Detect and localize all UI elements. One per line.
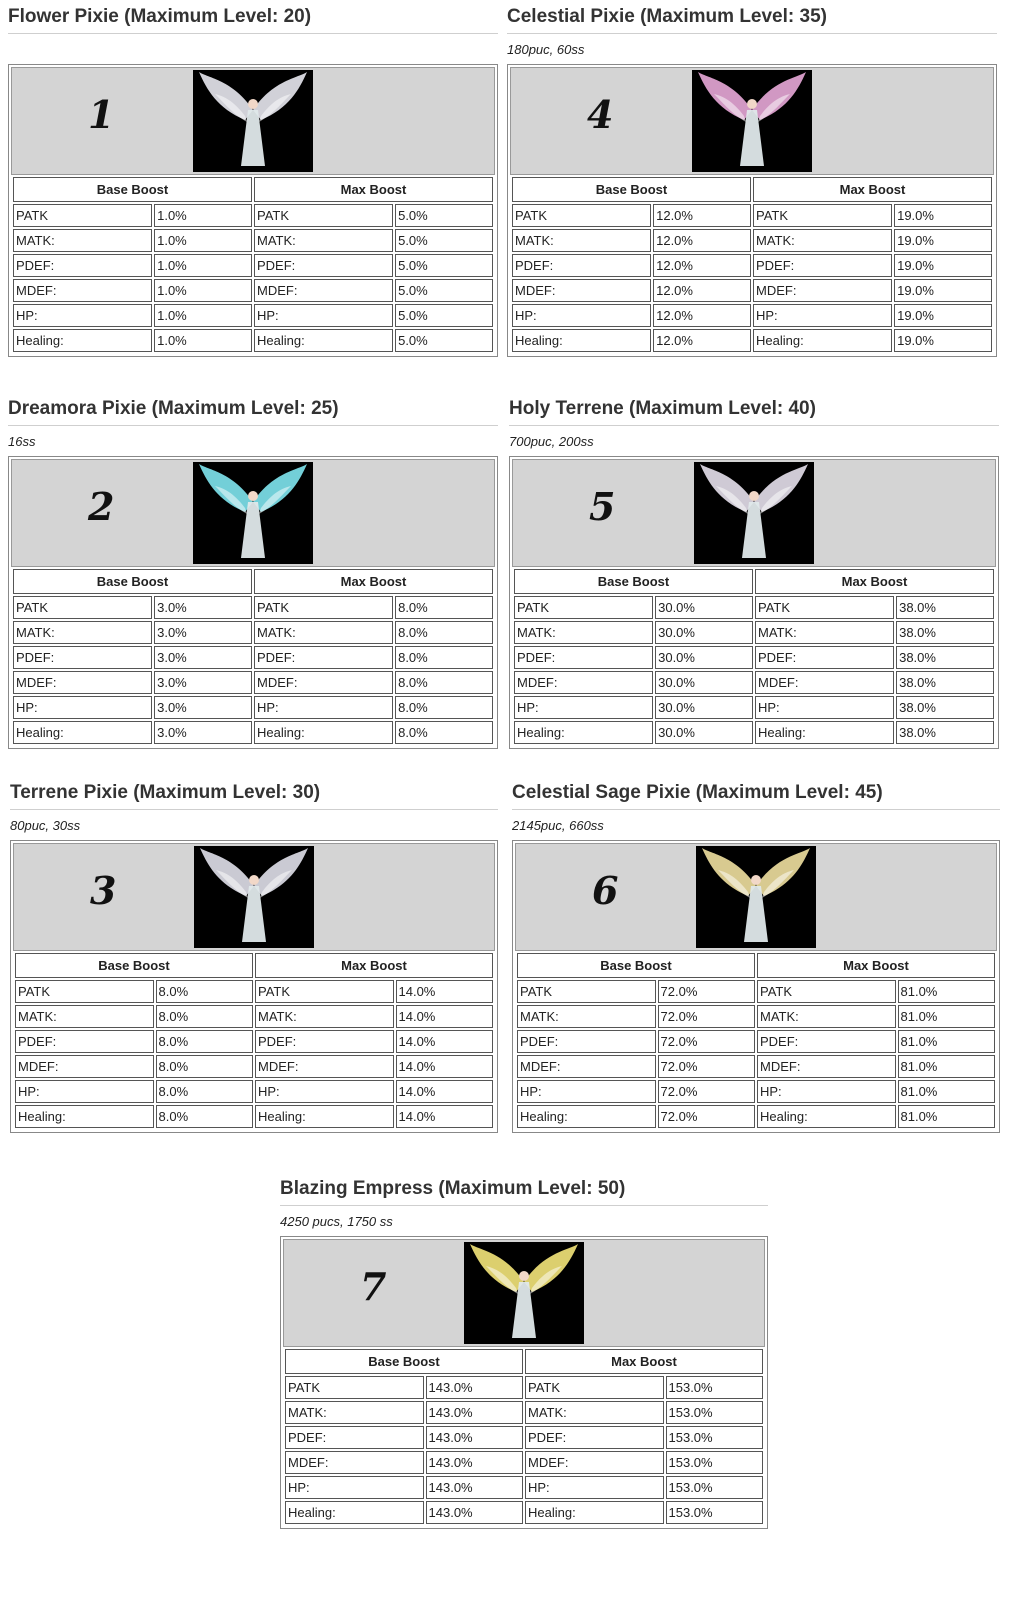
- stat-label: Healing:: [13, 721, 152, 744]
- boost-header-row: [517, 953, 995, 978]
- stat-row: [13, 671, 493, 694]
- stat-label: Healing:: [254, 329, 393, 352]
- base-boost-value: 143.0%: [426, 1376, 523, 1399]
- winged-pixie-icon: [464, 1242, 584, 1344]
- stat-row: [514, 621, 994, 644]
- stat-label: Healing:: [15, 1105, 154, 1128]
- stat-row: [517, 1080, 995, 1103]
- pixie-number: 3: [90, 868, 117, 913]
- winged-pixie-icon: [696, 846, 816, 948]
- stat-label: PDEF:: [254, 646, 393, 669]
- stat-label: Healing:: [757, 1105, 896, 1128]
- stat-label: MDEF:: [512, 279, 651, 302]
- max-boost-value: 81.0%: [898, 1080, 996, 1103]
- pixie-figure-image: [464, 1242, 584, 1344]
- pixie-cost: 700puc, 200ss: [509, 434, 594, 449]
- stat-label: Healing:: [13, 329, 152, 352]
- max-boost-value: 8.0%: [395, 621, 493, 644]
- base-boost-value: 3.0%: [154, 696, 252, 719]
- stat-row: [15, 1105, 493, 1128]
- stat-label: PATK: [757, 980, 896, 1003]
- max-boost-value: 14.0%: [396, 1030, 494, 1053]
- base-boost-value: 8.0%: [156, 1005, 253, 1028]
- max-boost-header: Max Boost: [757, 953, 995, 978]
- stat-row: [517, 1055, 995, 1078]
- stat-row: [15, 1055, 493, 1078]
- stat-label: HP:: [514, 696, 653, 719]
- stat-label: PDEF:: [512, 254, 651, 277]
- boost-table: [13, 951, 495, 1130]
- stat-label: HP:: [285, 1476, 424, 1499]
- max-boost-value: 14.0%: [396, 1080, 494, 1103]
- pixie-stat-box: [509, 456, 999, 749]
- stat-label: PATK: [753, 204, 892, 227]
- max-boost-value: 38.0%: [896, 596, 994, 619]
- base-boost-header: Base Boost: [514, 569, 753, 594]
- max-boost-value: 81.0%: [898, 1105, 996, 1128]
- stat-label: MDEF:: [13, 671, 152, 694]
- pixie-title: Celestial Sage Pixie (Maximum Level: 45): [512, 782, 1000, 810]
- stat-label: MATK:: [15, 1005, 154, 1028]
- max-boost-value: 5.0%: [395, 329, 493, 352]
- stat-label: Healing:: [755, 721, 894, 744]
- stat-row: [285, 1401, 763, 1424]
- base-boost-value: 72.0%: [658, 980, 755, 1003]
- base-boost-header: Base Boost: [13, 177, 252, 202]
- max-boost-value: 19.0%: [894, 254, 992, 277]
- base-boost-value: 12.0%: [653, 204, 751, 227]
- pixie-image-panel: [11, 459, 495, 567]
- base-boost-value: 8.0%: [156, 980, 253, 1003]
- base-boost-value: 3.0%: [154, 596, 252, 619]
- pixie-figure-image: [193, 70, 313, 172]
- stat-label: HP:: [525, 1476, 664, 1499]
- stat-label: PATK: [254, 204, 393, 227]
- base-boost-value: 143.0%: [426, 1501, 523, 1524]
- pixie-card: [8, 6, 498, 357]
- pixie-stat-box: [507, 64, 997, 357]
- max-boost-value: 19.0%: [894, 204, 992, 227]
- pixie-card: [507, 6, 997, 357]
- stat-label: Healing:: [512, 329, 651, 352]
- pixie-title: Holy Terrene (Maximum Level: 40): [509, 398, 999, 426]
- stat-label: HP:: [255, 1080, 394, 1103]
- stat-label: Healing:: [514, 721, 653, 744]
- pixie-title: Celestial Pixie (Maximum Level: 35): [507, 6, 997, 34]
- stat-row: [13, 254, 493, 277]
- stat-row: [285, 1451, 763, 1474]
- stat-label: HP:: [757, 1080, 896, 1103]
- base-boost-value: 30.0%: [655, 621, 753, 644]
- stat-label: MATK:: [512, 229, 651, 252]
- boost-header-row: [285, 1349, 763, 1374]
- stat-label: MATK:: [285, 1401, 424, 1424]
- max-boost-header: Max Boost: [755, 569, 994, 594]
- stat-row: [13, 204, 493, 227]
- max-boost-value: 8.0%: [395, 671, 493, 694]
- stat-row: [514, 721, 994, 744]
- stat-row: [517, 1105, 995, 1128]
- stat-label: HP:: [512, 304, 651, 327]
- stat-label: PDEF:: [517, 1030, 656, 1053]
- pixie-number: 2: [88, 484, 115, 529]
- stat-label: MATK:: [755, 621, 894, 644]
- pixie-image-panel: [11, 67, 495, 175]
- pixie-title: Terrene Pixie (Maximum Level: 30): [10, 782, 498, 810]
- max-boost-value: 8.0%: [395, 696, 493, 719]
- pixie-stat-box: [8, 64, 498, 357]
- base-boost-value: 3.0%: [154, 646, 252, 669]
- stat-row: [514, 671, 994, 694]
- stat-label: PDEF:: [13, 646, 152, 669]
- pixie-cost: 16ss: [8, 434, 36, 449]
- base-boost-value: 143.0%: [426, 1476, 523, 1499]
- stat-row: [13, 696, 493, 719]
- stat-label: Healing:: [525, 1501, 664, 1524]
- max-boost-value: 153.0%: [666, 1426, 764, 1449]
- base-boost-value: 143.0%: [426, 1426, 523, 1449]
- pixie-card: [512, 782, 1000, 1133]
- max-boost-value: 19.0%: [894, 329, 992, 352]
- base-boost-value: 72.0%: [658, 1105, 755, 1128]
- stat-row: [512, 329, 992, 352]
- base-boost-value: 1.0%: [154, 329, 252, 352]
- stat-label: MDEF:: [254, 279, 393, 302]
- boost-table: [512, 567, 996, 746]
- stat-label: MATK:: [525, 1401, 664, 1424]
- stat-row: [15, 980, 493, 1003]
- max-boost-value: 5.0%: [395, 279, 493, 302]
- stat-label: MDEF:: [255, 1055, 394, 1078]
- boost-header-row: [13, 177, 493, 202]
- pixie-stat-box: [512, 840, 1000, 1133]
- base-boost-value: 3.0%: [154, 621, 252, 644]
- max-boost-value: 8.0%: [395, 596, 493, 619]
- stat-label: MDEF:: [757, 1055, 896, 1078]
- max-boost-value: 153.0%: [666, 1376, 764, 1399]
- base-boost-header: Base Boost: [285, 1349, 523, 1374]
- base-boost-value: 8.0%: [156, 1030, 253, 1053]
- stat-row: [514, 696, 994, 719]
- stat-label: PDEF:: [757, 1030, 896, 1053]
- base-boost-value: 30.0%: [655, 721, 753, 744]
- max-boost-value: 153.0%: [666, 1401, 764, 1424]
- pixie-card: [280, 1178, 768, 1529]
- max-boost-header: Max Boost: [254, 177, 493, 202]
- max-boost-header: Max Boost: [255, 953, 493, 978]
- boost-header-row: [512, 177, 992, 202]
- pixie-cost: 80puc, 30ss: [10, 818, 81, 833]
- max-boost-value: 19.0%: [894, 229, 992, 252]
- base-boost-value: 1.0%: [154, 304, 252, 327]
- pixie-title: Blazing Empress (Maximum Level: 50): [280, 1178, 768, 1206]
- stat-label: PDEF:: [755, 646, 894, 669]
- stat-label: MDEF:: [285, 1451, 424, 1474]
- stat-label: Healing:: [285, 1501, 424, 1524]
- stat-label: Healing:: [753, 329, 892, 352]
- base-boost-header: Base Boost: [13, 569, 252, 594]
- base-boost-value: 72.0%: [658, 1030, 755, 1053]
- base-boost-value: 1.0%: [154, 204, 252, 227]
- stat-label: PDEF:: [753, 254, 892, 277]
- stat-label: MATK:: [254, 621, 393, 644]
- max-boost-value: 14.0%: [396, 1055, 494, 1078]
- boost-header-row: [15, 953, 493, 978]
- stat-row: [517, 1005, 995, 1028]
- max-boost-value: 19.0%: [894, 279, 992, 302]
- max-boost-header: Max Boost: [753, 177, 992, 202]
- base-boost-value: 8.0%: [156, 1080, 253, 1103]
- stat-label: MATK:: [757, 1005, 896, 1028]
- stat-row: [512, 204, 992, 227]
- stat-label: MDEF:: [514, 671, 653, 694]
- stat-row: [15, 1080, 493, 1103]
- stat-label: PATK: [13, 596, 152, 619]
- max-boost-value: 5.0%: [395, 204, 493, 227]
- stat-row: [517, 980, 995, 1003]
- stat-label: PATK: [525, 1376, 664, 1399]
- stat-label: MDEF:: [15, 1055, 154, 1078]
- stat-label: PATK: [517, 980, 656, 1003]
- stat-label: PDEF:: [254, 254, 393, 277]
- winged-pixie-icon: [194, 846, 314, 948]
- base-boost-value: 12.0%: [653, 329, 751, 352]
- max-boost-value: 38.0%: [896, 721, 994, 744]
- base-boost-value: 72.0%: [658, 1080, 755, 1103]
- base-boost-value: 1.0%: [154, 279, 252, 302]
- stat-label: MDEF:: [753, 279, 892, 302]
- base-boost-value: 12.0%: [653, 304, 751, 327]
- boost-table: [11, 567, 495, 746]
- pixie-image-panel: [512, 459, 996, 567]
- pixie-stat-box: [280, 1236, 768, 1529]
- boost-table: [11, 175, 495, 354]
- stat-label: Healing:: [517, 1105, 656, 1128]
- max-boost-value: 14.0%: [396, 1105, 494, 1128]
- max-boost-value: 38.0%: [896, 621, 994, 644]
- pixie-title: Flower Pixie (Maximum Level: 20): [8, 6, 498, 34]
- stat-row: [13, 596, 493, 619]
- stat-label: HP:: [15, 1080, 154, 1103]
- stat-row: [13, 279, 493, 302]
- stat-label: PDEF:: [13, 254, 152, 277]
- pixie-cost: 180puc, 60ss: [507, 42, 585, 57]
- stat-row: [15, 1005, 493, 1028]
- stat-row: [285, 1476, 763, 1499]
- base-boost-value: 1.0%: [154, 254, 252, 277]
- max-boost-header: Max Boost: [254, 569, 493, 594]
- stat-label: HP:: [254, 696, 393, 719]
- stat-label: HP:: [13, 696, 152, 719]
- max-boost-value: 38.0%: [896, 646, 994, 669]
- stat-label: PATK: [15, 980, 154, 1003]
- boost-header-row: [13, 569, 493, 594]
- max-boost-value: 153.0%: [666, 1476, 764, 1499]
- stat-row: [514, 646, 994, 669]
- boost-table: [515, 951, 997, 1130]
- stat-row: [514, 596, 994, 619]
- base-boost-value: 12.0%: [653, 254, 751, 277]
- base-boost-value: 72.0%: [658, 1055, 755, 1078]
- winged-pixie-icon: [193, 462, 313, 564]
- max-boost-value: 14.0%: [396, 1005, 494, 1028]
- winged-pixie-icon: [694, 462, 814, 564]
- base-boost-header: Base Boost: [517, 953, 755, 978]
- base-boost-value: 30.0%: [655, 671, 753, 694]
- stat-label: MATK:: [255, 1005, 394, 1028]
- stat-label: PATK: [255, 980, 394, 1003]
- max-boost-value: 38.0%: [896, 671, 994, 694]
- pixie-number: 4: [587, 92, 614, 137]
- pixie-image-panel: [283, 1239, 765, 1347]
- max-boost-value: 8.0%: [395, 721, 493, 744]
- base-boost-value: 143.0%: [426, 1401, 523, 1424]
- pixie-image-panel: [515, 843, 997, 951]
- winged-pixie-icon: [692, 70, 812, 172]
- stat-label: MATK:: [753, 229, 892, 252]
- stat-row: [517, 1030, 995, 1053]
- base-boost-value: 3.0%: [154, 721, 252, 744]
- max-boost-value: 5.0%: [395, 254, 493, 277]
- base-boost-header: Base Boost: [512, 177, 751, 202]
- pixie-number: 7: [360, 1264, 387, 1309]
- stat-label: MATK:: [13, 621, 152, 644]
- stat-label: HP:: [755, 696, 894, 719]
- stat-label: PATK: [254, 596, 393, 619]
- stat-label: MDEF:: [13, 279, 152, 302]
- pixie-stat-box: [8, 456, 498, 749]
- stat-label: HP:: [753, 304, 892, 327]
- stat-label: HP:: [13, 304, 152, 327]
- pixie-image-panel: [13, 843, 495, 951]
- pixie-figure-image: [692, 70, 812, 172]
- stat-row: [512, 304, 992, 327]
- pixie-card: [8, 398, 498, 749]
- stat-row: [285, 1376, 763, 1399]
- stat-label: PDEF:: [15, 1030, 154, 1053]
- stat-label: MATK:: [254, 229, 393, 252]
- pixie-figure-image: [193, 462, 313, 564]
- pixie-stat-box: [10, 840, 498, 1133]
- stat-label: HP:: [517, 1080, 656, 1103]
- pixie-cost: 4250 pucs, 1750 ss: [280, 1214, 393, 1229]
- max-boost-value: 81.0%: [898, 1055, 996, 1078]
- max-boost-value: 153.0%: [666, 1451, 764, 1474]
- stat-label: PDEF:: [525, 1426, 664, 1449]
- max-boost-value: 153.0%: [666, 1501, 764, 1524]
- stat-row: [13, 646, 493, 669]
- base-boost-value: 30.0%: [655, 696, 753, 719]
- max-boost-value: 38.0%: [896, 696, 994, 719]
- pixie-title: Dreamora Pixie (Maximum Level: 25): [8, 398, 498, 426]
- boost-header-row: [514, 569, 994, 594]
- base-boost-value: 8.0%: [156, 1055, 253, 1078]
- pixie-card: [10, 782, 498, 1133]
- stat-label: PATK: [514, 596, 653, 619]
- max-boost-value: 5.0%: [395, 229, 493, 252]
- max-boost-value: 14.0%: [396, 980, 494, 1003]
- stat-label: PATK: [13, 204, 152, 227]
- base-boost-value: 3.0%: [154, 671, 252, 694]
- stat-row: [285, 1501, 763, 1524]
- winged-pixie-icon: [193, 70, 313, 172]
- stat-label: MATK:: [517, 1005, 656, 1028]
- stat-row: [512, 279, 992, 302]
- stat-label: Healing:: [255, 1105, 394, 1128]
- pixie-cost: 2145puc, 660ss: [512, 818, 604, 833]
- stat-label: MDEF:: [254, 671, 393, 694]
- pixie-figure-image: [694, 462, 814, 564]
- boost-table: [510, 175, 994, 354]
- stat-label: PDEF:: [514, 646, 653, 669]
- max-boost-value: 81.0%: [898, 1005, 996, 1028]
- base-boost-value: 8.0%: [156, 1105, 253, 1128]
- stat-label: PDEF:: [285, 1426, 424, 1449]
- base-boost-value: 12.0%: [653, 229, 751, 252]
- stat-label: MDEF:: [517, 1055, 656, 1078]
- stat-row: [15, 1030, 493, 1053]
- max-boost-value: 19.0%: [894, 304, 992, 327]
- stat-label: MDEF:: [755, 671, 894, 694]
- max-boost-value: 8.0%: [395, 646, 493, 669]
- base-boost-value: 143.0%: [426, 1451, 523, 1474]
- stat-row: [13, 621, 493, 644]
- pixie-number: 6: [592, 868, 619, 913]
- base-boost-value: 72.0%: [658, 1005, 755, 1028]
- stat-label: PATK: [285, 1376, 424, 1399]
- stat-label: PATK: [512, 204, 651, 227]
- max-boost-value: 5.0%: [395, 304, 493, 327]
- pixie-figure-image: [696, 846, 816, 948]
- max-boost-header: Max Boost: [525, 1349, 763, 1374]
- stat-row: [13, 721, 493, 744]
- max-boost-value: 81.0%: [898, 980, 996, 1003]
- pixie-number: 5: [589, 484, 616, 529]
- max-boost-value: 81.0%: [898, 1030, 996, 1053]
- stat-label: MATK:: [13, 229, 152, 252]
- stat-label: PATK: [755, 596, 894, 619]
- stat-row: [13, 229, 493, 252]
- boost-table: [283, 1347, 765, 1526]
- stat-label: PDEF:: [255, 1030, 394, 1053]
- base-boost-value: 30.0%: [655, 646, 753, 669]
- stat-row: [13, 329, 493, 352]
- pixie-number: 1: [88, 92, 115, 137]
- stat-label: MDEF:: [525, 1451, 664, 1474]
- pixie-card: [509, 398, 999, 749]
- base-boost-value: 1.0%: [154, 229, 252, 252]
- stat-label: HP:: [254, 304, 393, 327]
- stat-label: MATK:: [514, 621, 653, 644]
- stat-row: [512, 254, 992, 277]
- stat-row: [285, 1426, 763, 1449]
- base-boost-value: 30.0%: [655, 596, 753, 619]
- stat-label: Healing:: [254, 721, 393, 744]
- base-boost-value: 12.0%: [653, 279, 751, 302]
- stat-row: [13, 304, 493, 327]
- stat-row: [512, 229, 992, 252]
- pixie-image-panel: [510, 67, 994, 175]
- base-boost-header: Base Boost: [15, 953, 253, 978]
- pixie-figure-image: [194, 846, 314, 948]
